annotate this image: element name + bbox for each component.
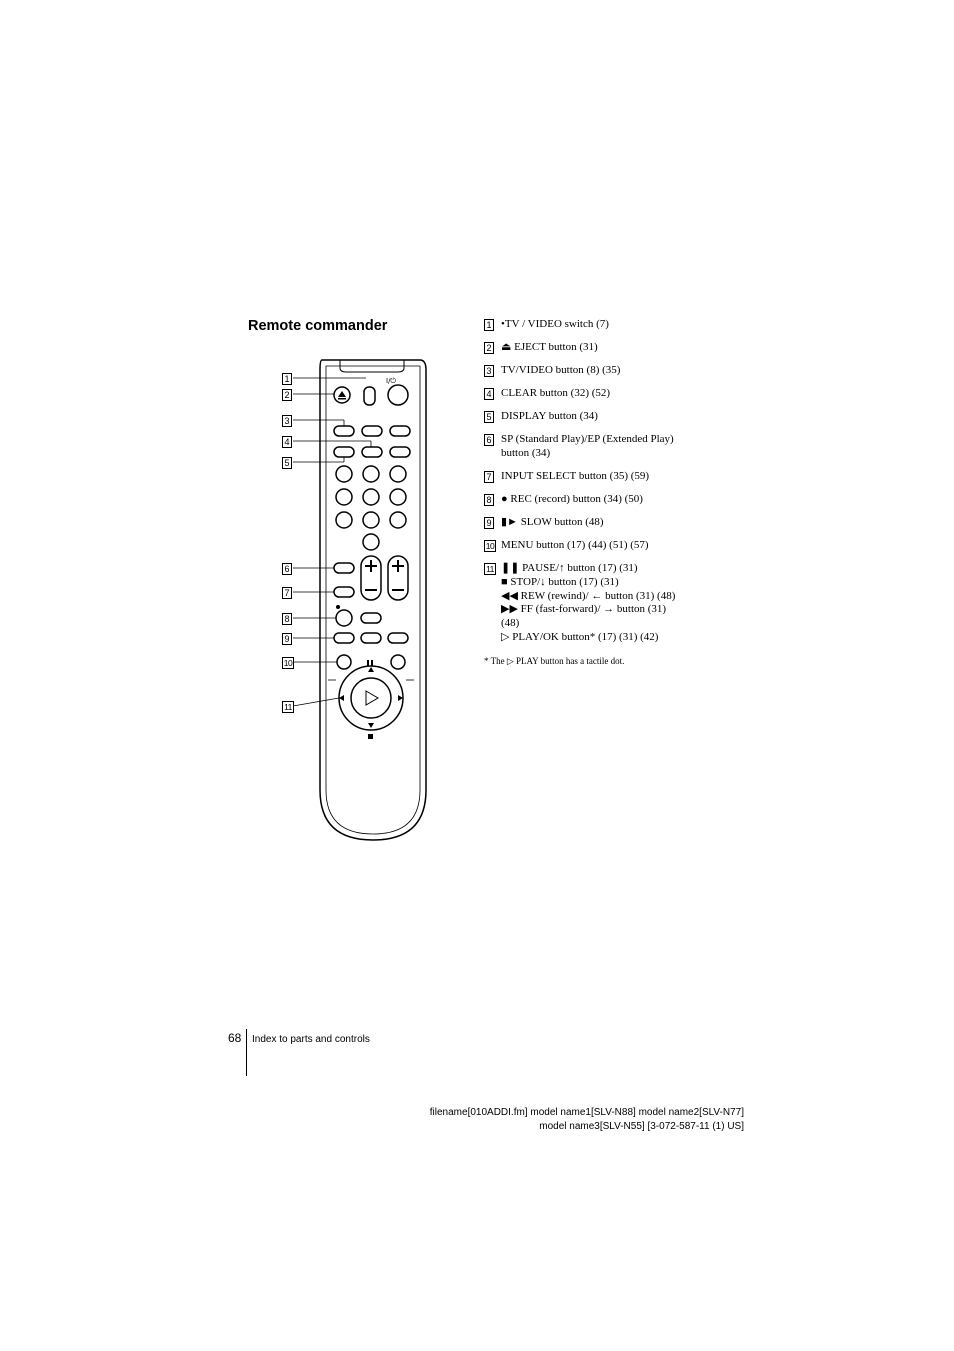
item-text-line: ◀◀ REW (rewind)/ ← button (31) (48): [501, 589, 676, 602]
play-ok-button: [351, 678, 391, 718]
file-metadata-line2: model name3[SLV-N55] [3-072-587-11 (1) US]: [539, 1121, 744, 1132]
item-number: 7: [484, 471, 494, 483]
item-text: DISPLAY button (34): [501, 410, 598, 422]
item-number: 8: [484, 494, 494, 506]
footnote: * The ▷ PLAY button has a tactile dot.: [484, 656, 625, 666]
callout-tag: 5: [282, 457, 292, 469]
list-item: [484, 433, 674, 461]
item-text-continued: button (34): [501, 446, 551, 459]
list-item: [484, 516, 604, 530]
display-button-top: [390, 426, 410, 436]
item-text: MENU button (17) (44) (51) (57): [501, 539, 649, 551]
callout-tag: 6: [282, 563, 292, 575]
sp-ep-button: [334, 563, 354, 573]
navigation-ring: [339, 666, 403, 730]
list-item: [484, 341, 598, 355]
callout-tag: 2: [282, 389, 292, 401]
item-number: 4: [484, 388, 494, 400]
page-number: 68: [228, 1031, 242, 1045]
callout-tag: 1: [282, 373, 292, 385]
remote-commander-illustration: [270, 350, 440, 850]
callout-tag: 7: [282, 587, 292, 599]
item-number: 6: [484, 434, 494, 446]
rec-button: [336, 610, 352, 626]
power-label: I/⏻: [386, 377, 396, 385]
clear-button-top: [362, 426, 382, 436]
list-item: [484, 364, 620, 378]
page-title: Index to parts and controls: [252, 1034, 370, 1045]
footer-divider: [246, 1029, 247, 1076]
item-number: 10: [485, 541, 495, 551]
callout-tag: 9: [282, 633, 292, 645]
power-button: [388, 385, 408, 405]
item-text-line: ❚❚ PAUSE/↑ button (17) (31): [501, 562, 638, 574]
item-number: 2: [484, 342, 494, 354]
list-item: [484, 493, 643, 507]
callout-tag: 8: [282, 613, 292, 625]
item-number: 9: [484, 517, 494, 529]
tv-video-switch: [364, 387, 375, 405]
list-item: [484, 410, 598, 424]
list-item: [484, 470, 649, 484]
list-item: [484, 387, 610, 401]
item-text: TV/VIDEO button (8) (35): [501, 364, 621, 376]
item-text: CLEAR button (32) (52): [501, 387, 611, 399]
item-number: 1: [484, 319, 494, 331]
slow-button: [334, 633, 354, 643]
callout-tag: 4: [282, 436, 292, 448]
item-text: •TV / VIDEO switch (7): [501, 318, 609, 330]
item-number: 3: [484, 365, 494, 377]
item-number: 5: [484, 411, 494, 423]
file-metadata: [430, 1106, 744, 1134]
callout-tag: 11: [282, 701, 294, 713]
sp-ep-button-top: [334, 447, 354, 457]
item-text: SP (Standard Play)/EP (Extended Play): [501, 433, 674, 445]
menu-button: [337, 655, 351, 669]
callout-tag: 10: [283, 658, 293, 668]
list-item: [484, 562, 675, 645]
item-text-line: ▶▶ FF (fast-forward)/ → button (31): [501, 603, 667, 616]
tv-video-button: [334, 426, 354, 436]
display-button: [390, 447, 410, 457]
item-text-line: ▷ PLAY/OK button* (17) (31) (42): [501, 630, 659, 643]
section-title: Remote commander: [248, 318, 388, 334]
item-number: 11: [484, 563, 496, 575]
item-text: INPUT SELECT button (35) (59): [501, 470, 650, 482]
clear-button: [362, 447, 382, 457]
list-item: [484, 318, 609, 332]
item-text: ● REC (record) button (34) (50): [501, 493, 643, 505]
list-item: [484, 539, 649, 553]
file-metadata-line1: filename[010ADDI.fm] model name1[SLV-N88] model name2[SLV-N77]: [429, 1107, 744, 1118]
item-text: ⏏ EJECT button (31): [501, 341, 598, 353]
item-text-line: ■ STOP/↓ button (17) (31): [501, 575, 619, 588]
input-select-button: [334, 587, 354, 597]
item-text: ▮► SLOW button (48): [501, 516, 604, 528]
item-text-line: (48): [501, 617, 520, 630]
callout-tag: 3: [282, 415, 292, 427]
